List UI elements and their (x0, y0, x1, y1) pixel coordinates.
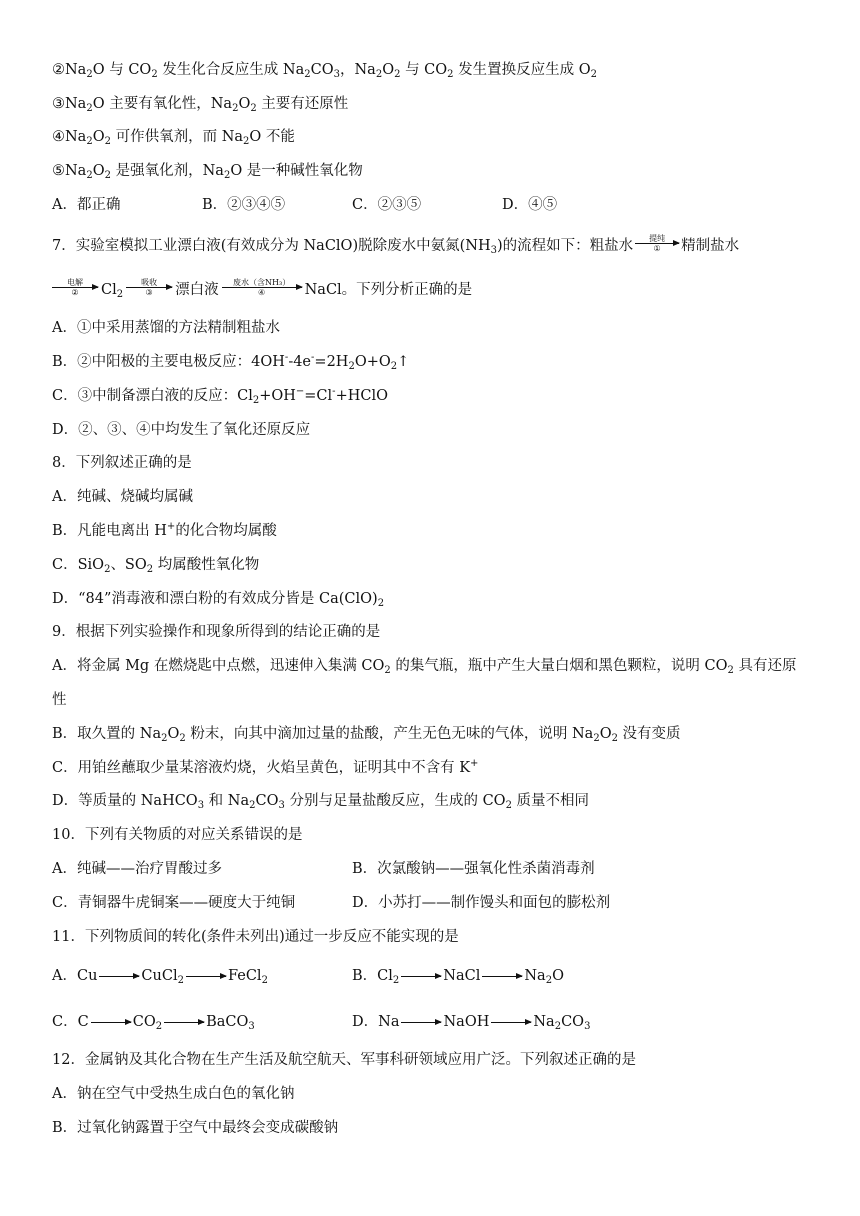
q6-option-b: B．②③④⑤ (202, 197, 286, 213)
q8-option-b: B．凡能电离出 H+的化合物均属酸 (52, 521, 277, 539)
reaction-arrow (491, 1022, 531, 1023)
process-arrow-1: 提纯 ① (635, 234, 679, 253)
q7-option-d: D．②、③、④中均发生了氧化还原反应 (52, 422, 311, 438)
q7-option-c: C．③中制备漂白液的反应：$Cl_2+OH^-=Cl^-+HClO$ (52, 386, 388, 406)
process-arrow-3: 吸收 ③ (126, 278, 172, 297)
q11-option-b: B．$Cl_2$ NaCl $Na_2O$ (352, 968, 564, 986)
q9-stem: 9．根据下列实验操作和现象所得到的结论正确的是 (52, 624, 381, 640)
q9-option-c: C．用铂丝蘸取少量某溶液灼烧，火焰呈黄色，证明其中不含有 K+ (52, 758, 479, 776)
reaction-arrow (401, 976, 441, 977)
q10-option-d: D．小苏打——制作馒头和面包的膨松剂 (352, 895, 611, 911)
q9-option-a-wrap: 性 (52, 692, 67, 708)
q6-option-c: C．②③⑤ (352, 197, 422, 213)
q11-option-d: D．Na NaOH $Na_2CO_3$ (352, 1014, 591, 1032)
reaction-arrow (401, 1022, 441, 1023)
reaction-arrow (91, 1022, 131, 1023)
q7-option-b: B．②中阳极的主要电极反应：$4OH^--4e^-=2H_2O+O_2↑$ (52, 352, 410, 372)
reaction-arrow (186, 976, 226, 977)
reaction-arrow (99, 976, 139, 977)
q10-option-a: A．纯碱——治疗胃酸过多 (52, 861, 222, 877)
q7-stem: 7．实验室模拟工业漂白液(有效成分为 NaClO)脱除废水中氨氮$(NH_3)$的流程如下：粗盐水 提纯 ① 精制盐水 (52, 233, 740, 256)
q9-option-a: A．将金属 Mg 在燃烧匙中点燃，迅速伸入集满 $CO_2$ 的集气瓶，瓶中产生大量白烟和黑色颗粒，说明 $CO_2$ 具有还原 (52, 658, 797, 676)
statement-4: $④Na_2O_2$ 可作供氧剂，而 $Na_2O$ 不能 (52, 129, 295, 147)
q8-option-d: D．“84”消毒液和漂白粉的有效成分皆是 $Ca(ClO)_2$ (52, 591, 385, 609)
reaction-arrow (482, 976, 522, 977)
q8-option-a: A．纯碱、烧碱均属碱 (52, 489, 193, 505)
q6-option-d: D．④⑤ (502, 197, 558, 213)
q8-option-c: C．SiO$_2$、$SO_2$ 均属酸性氧化物 (52, 557, 260, 575)
q12-option-b: B．过氧化钠露置于空气中最终会变成碳酸钠 (52, 1120, 339, 1136)
q9-option-b: B．取久置的 $Na_2O_2$ 粉末，向其中滴加过量的盐酸，产生无色无味的气体，说明 $Na_2O_2$ 没有变质 (52, 726, 681, 744)
q6-option-a: A．都正确 (52, 197, 121, 213)
q12-stem: 12．金属钠及其化合物在生产生活及航空航天、军事科研领域应用广泛。下列叙述正确的是 (52, 1052, 636, 1068)
process-arrow-2: 电解 ② (52, 278, 98, 297)
q12-option-a: A．钠在空气中受热生成白色的氧化钠 (52, 1086, 295, 1102)
q8-stem: 8．下列叙述正确的是 (52, 455, 192, 471)
q7-flow: 电解 ② $Cl_2$ 吸收 ③ 漂白液 废水（含NH₃） ④ NaCl。下列分析正确的是 (52, 280, 472, 300)
q7-option-a: A．①中采用蒸馏的方法精制粗盐水 (52, 320, 280, 336)
q11-option-a: A．Cu CuCl$_2$ FeCl$_2$ (52, 968, 268, 986)
q10-option-c: C．青铜器牛虎铜案——硬度大于纯铜 (52, 895, 296, 911)
statement-3: $③Na_2O$ 主要有氧化性，$Na_2O_2$ 主要有还原性 (52, 96, 349, 114)
q11-option-c: C．C $CO_2$ BaCO$_3$ (52, 1014, 255, 1032)
statement-2: $②Na_2O$ 与 $CO_2$ 发生化合反应生成 $Na_2CO_3$，$Na_2O_2$ 与 $CO_2$ 发生置换反应生成 $O_2$ (52, 62, 598, 80)
q11-stem: 11．下列物质间的转化(条件未列出)通过一步反应不能实现的是 (52, 929, 459, 945)
process-arrow-4: 废水（含NH₃） ④ (222, 278, 302, 297)
q10-stem: 10．下列有关物质的对应关系错误的是 (52, 827, 303, 843)
statement-5: $⑤Na_2O_2$ 是强氧化剂，$Na_2O$ 是一种碱性氧化物 (52, 163, 363, 181)
reaction-arrow (164, 1022, 204, 1023)
q10-option-b: B．次氯酸钠——强氧化性杀菌消毒剂 (352, 861, 595, 877)
q9-option-d: D．等质量的 NaHCO$_3$ 和 $Na_2CO_3$ 分别与足量盐酸反应，生成的 $CO_2$ 质量不相同 (52, 793, 590, 811)
